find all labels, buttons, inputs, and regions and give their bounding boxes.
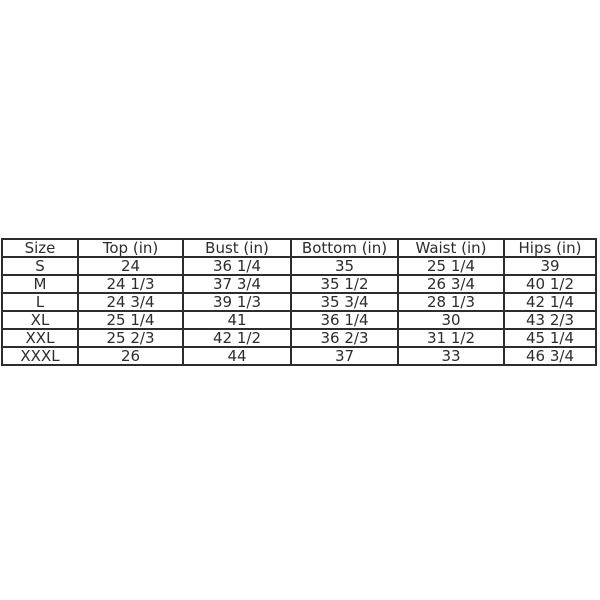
- column-header-bust: Bust (in): [183, 239, 291, 257]
- cell-bust: 42 1/2: [183, 329, 291, 347]
- table-row-s: [2, 257, 596, 275]
- cell-size: XXXL: [2, 347, 78, 365]
- cell-waist: 28 1/3: [398, 293, 504, 311]
- column-header-waist: Waist (in): [398, 239, 504, 257]
- cell-bust: 36 1/4: [183, 257, 291, 275]
- cell-hips: 43 2/3: [504, 311, 596, 329]
- column-header-bottom: Bottom (in): [291, 239, 398, 257]
- cell-size: M: [2, 275, 78, 293]
- cell-hips: 46 3/4: [504, 347, 596, 365]
- table-row-l: [2, 293, 596, 311]
- cell-waist: 26 3/4: [398, 275, 504, 293]
- cell-bottom: 35 3/4: [291, 293, 398, 311]
- cell-bust: 39 1/3: [183, 293, 291, 311]
- table-row-xl: [2, 311, 596, 329]
- cell-bottom: 35 1/2: [291, 275, 398, 293]
- column-header-top: Top (in): [78, 239, 183, 257]
- cell-size: L: [2, 293, 78, 311]
- cell-hips: 45 1/4: [504, 329, 596, 347]
- cell-bottom: 37: [291, 347, 398, 365]
- cell-waist: 30: [398, 311, 504, 329]
- cell-size: XL: [2, 311, 78, 329]
- cell-waist: 31 1/2: [398, 329, 504, 347]
- cell-top: 24 3/4: [78, 293, 183, 311]
- cell-hips: 40 1/2: [504, 275, 596, 293]
- column-header-hips: Hips (in): [504, 239, 596, 257]
- cell-bust: 44: [183, 347, 291, 365]
- cell-waist: 33: [398, 347, 504, 365]
- cell-size: XXL: [2, 329, 78, 347]
- header-row: [2, 239, 596, 257]
- column-header-size: Size: [2, 239, 78, 257]
- cell-bottom: 36 1/4: [291, 311, 398, 329]
- cell-top: 26: [78, 347, 183, 365]
- cell-top: 25 2/3: [78, 329, 183, 347]
- table-row-xxxl: [2, 347, 596, 365]
- cell-bust: 41: [183, 311, 291, 329]
- table-row-m: [2, 275, 596, 293]
- cell-bust: 37 3/4: [183, 275, 291, 293]
- cell-bottom: 36 2/3: [291, 329, 398, 347]
- cell-waist: 25 1/4: [398, 257, 504, 275]
- table-row-xxl: [2, 329, 596, 347]
- cell-size: S: [2, 257, 78, 275]
- cell-top: 24: [78, 257, 183, 275]
- cell-hips: 42 1/4: [504, 293, 596, 311]
- cell-bottom: 35: [291, 257, 398, 275]
- size-chart-table: [1, 238, 597, 366]
- cell-hips: 39: [504, 257, 596, 275]
- cell-top: 25 1/4: [78, 311, 183, 329]
- cell-top: 24 1/3: [78, 275, 183, 293]
